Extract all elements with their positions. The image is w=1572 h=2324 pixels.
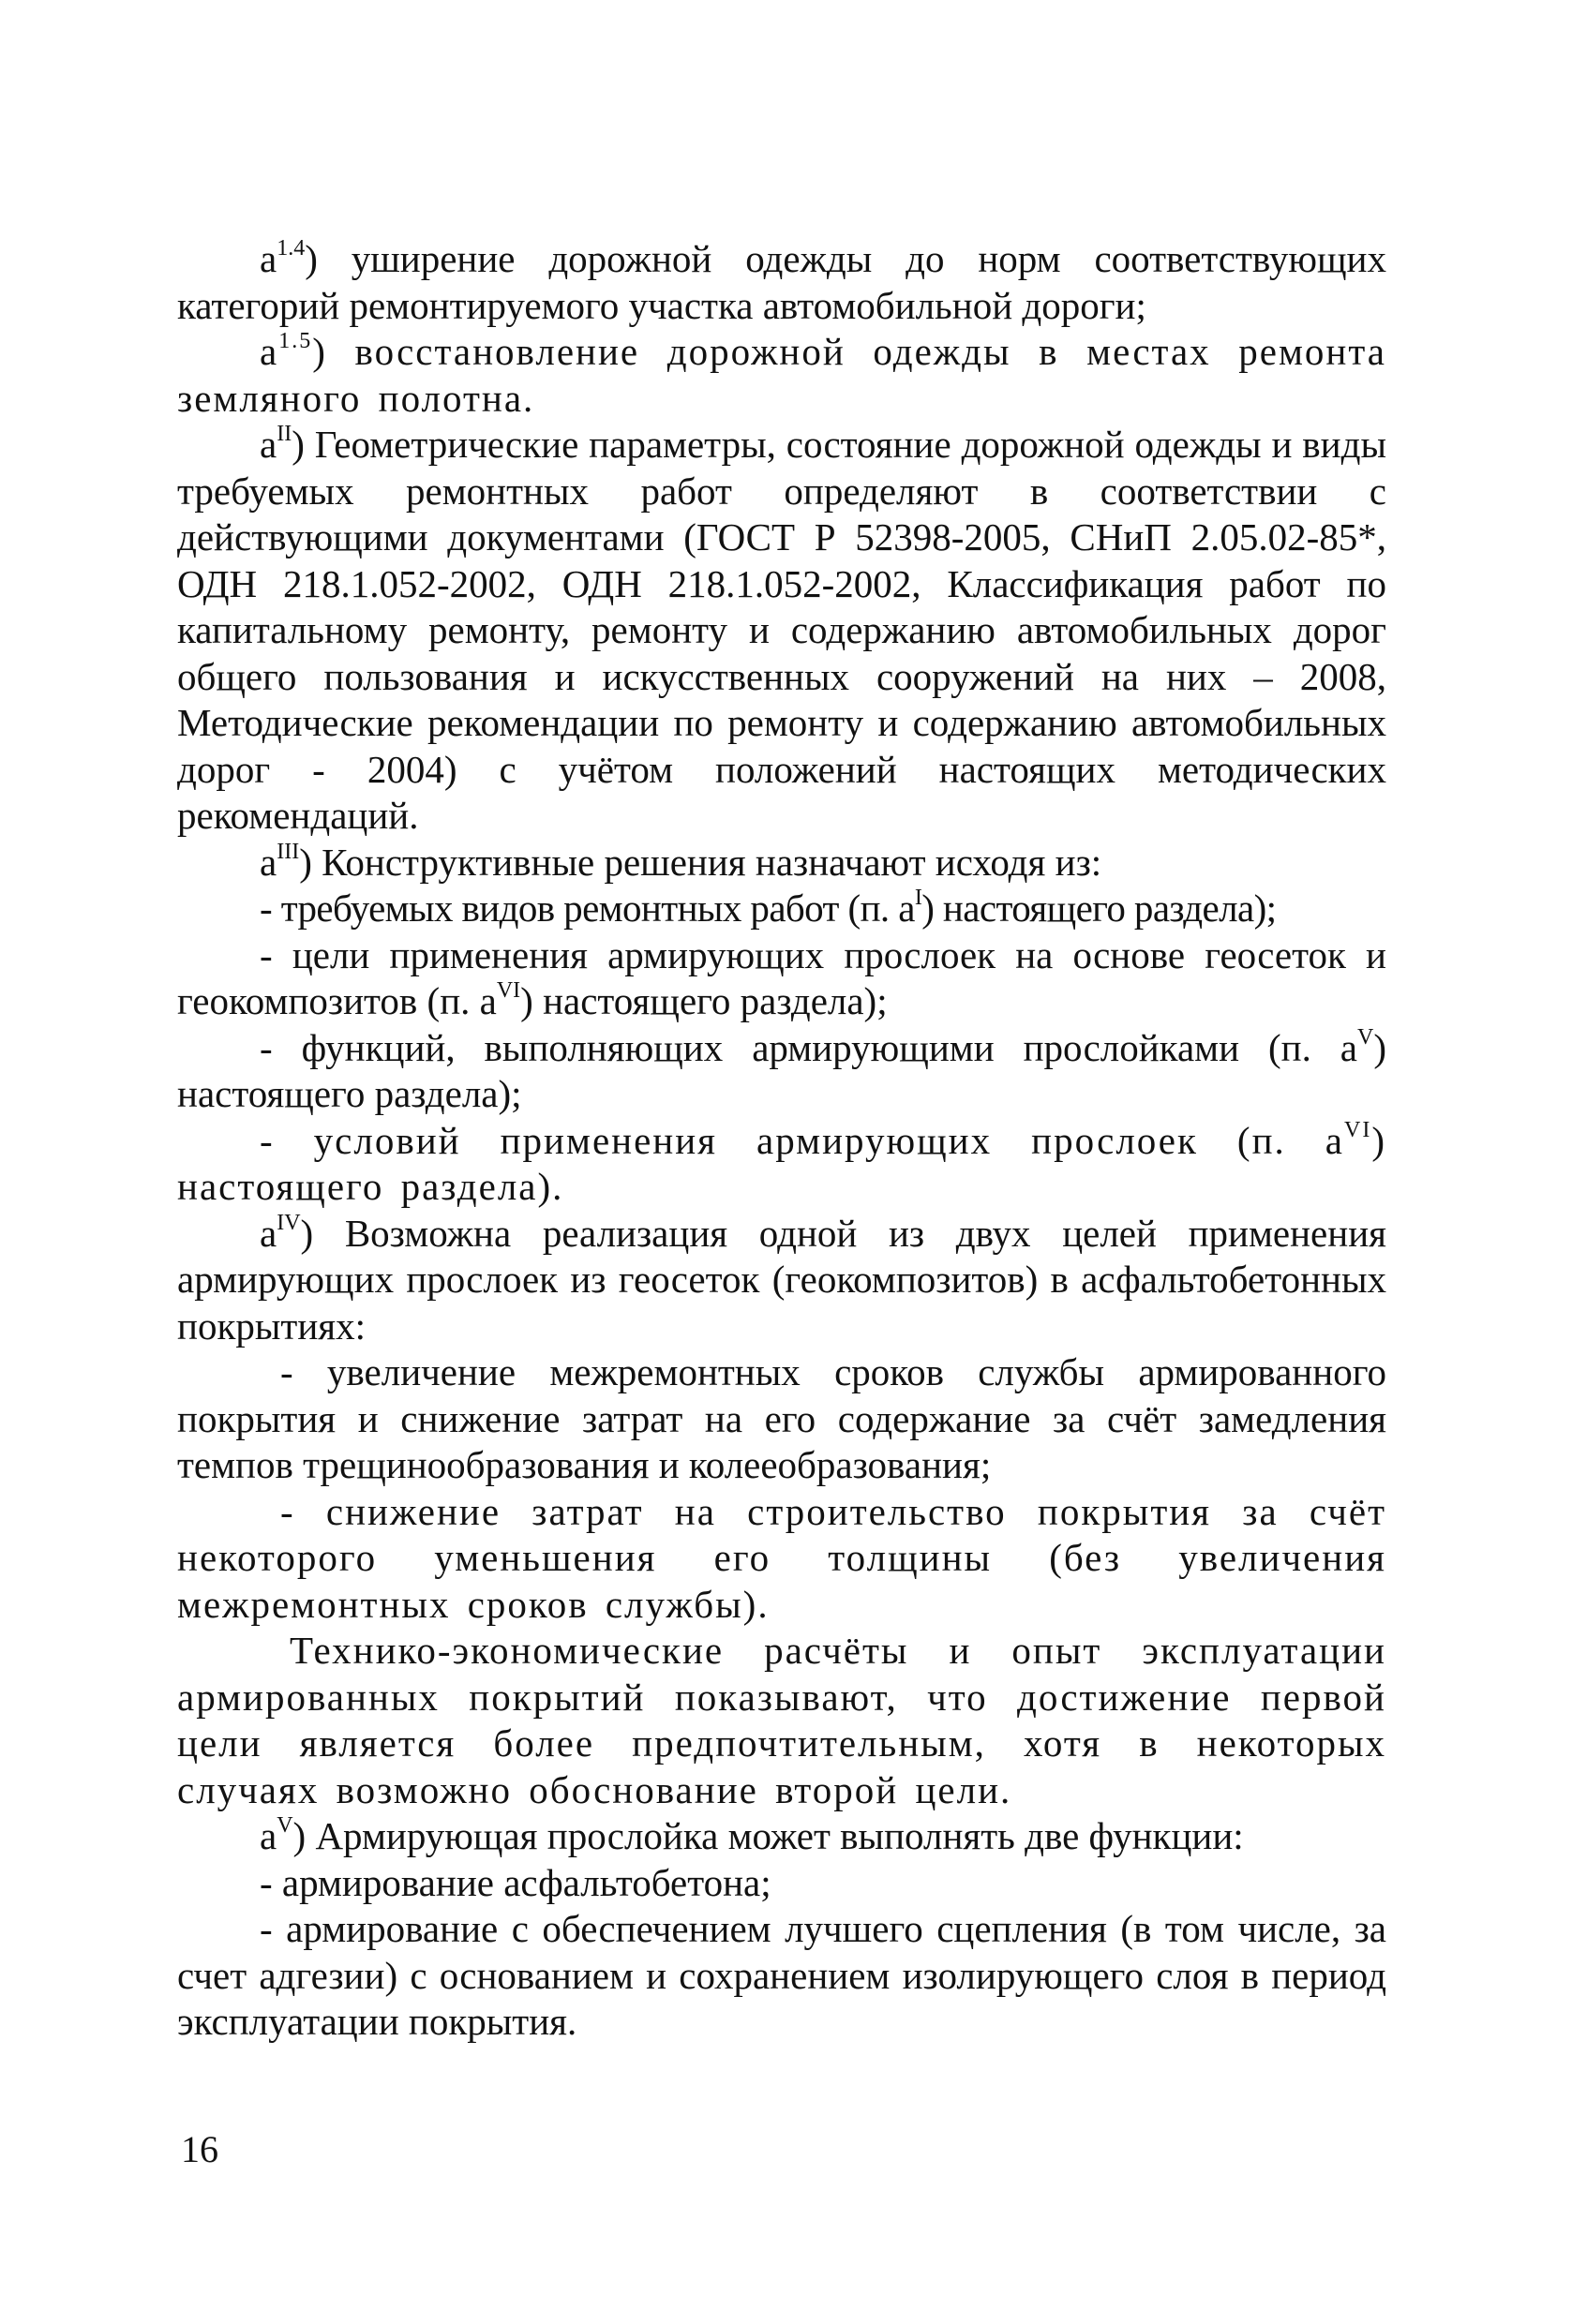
list-item-repair-types: - требуемых видов ремонтных работ (п. $а^I$) настоящего раздела); xyxy=(260,886,1277,930)
list-item-reinforcement-goals: - цели применения армирующих прослоек на основе геосеток и геокомпозитов (п. $а^{VI}$) настоящего раздела); xyxy=(177,932,1386,1022)
paragraph-a-iv: $а^{IV}$) Возможна реализация одной из двух целей применения армирующих прослоек из геосеток (геокомпозитов) в асфальтобетонных покрытиях: xyxy=(177,1210,1386,1348)
paragraph-a-ii: $а^{II}$) Геометрические параметры, состояние дорожной одежды и виды требуемых ремонтных работ определяют в соответствии с действующими документами (ГОСТ Р 52398-2005, СНиП 2.05.02-85*, ОДН 218.1.052-2002, ОДН 218.1.052-2002, Классификация работ по капитальному ремонту, ремонту и содержанию автомобильных дорог общего пользования и искусственных сооружений на них – 2008, Методические рекомендации по ремонту и содержанию автомобильных дорог - 2004) с учётом положений настоящих методических рекомендаций. xyxy=(177,422,1386,837)
paragraph-feasibility: Технико-экономические расчёты и опыт эксплуатации армированных покрытий показывают, что достижение первой цели является более предпочтительным, хотя в некоторых случаях возможно обоснование второй цели. xyxy=(177,1629,1386,1811)
paragraph-a-iii: $а^{III}$) Конструктивные решения назначают исходя из: xyxy=(260,839,1102,884)
list-item-function-adhesion: - армирование с обеспечением лучшего сцепления (в том числе, за счет адгезии) с основанием и сохранением изолирующего слоя в период эксплуатации покрытия. xyxy=(177,1907,1386,2043)
paragraph-a1-4: $а^{1.4}$) уширение дорожной одежды до норм соответствующих категорий ремонтируемого участка автомобильной дороги; xyxy=(177,236,1386,327)
page-body xyxy=(177,236,1386,2046)
page-number: 16 xyxy=(181,2128,218,2170)
paragraph-a1-5: $а^{1.5}$) восстановление дорожной одежды в местах ремонта земляного полотна. xyxy=(177,329,1386,420)
list-item-layer-functions: - функций, выполняющих армирующими прослойками (п. $а^V$) настоящего раздела); xyxy=(177,1024,1386,1115)
list-item-function-reinforcement: - армирование асфальтобетона; xyxy=(260,1860,771,1904)
list-item-application-conditions: - условий применения армирующих прослоек (п. $а^{VI}$) настоящего раздела). xyxy=(177,1117,1386,1208)
paragraph-a-v: $а^V$) Армирующая прослойка может выполнять две функции: xyxy=(260,1813,1244,1857)
list-item-goal-construction-cost: - снижение затрат на строительство покрытия за счёт некоторого уменьшения его толщины (без увеличения межремонтных сроков службы). xyxy=(177,1489,1386,1626)
list-item-goal-service-life: - увеличение межремонтных сроков службы армированного покрытия и снижение затрат на его содержание за счёт замедления темпов трещинообразования и колееобразования; xyxy=(177,1350,1386,1486)
